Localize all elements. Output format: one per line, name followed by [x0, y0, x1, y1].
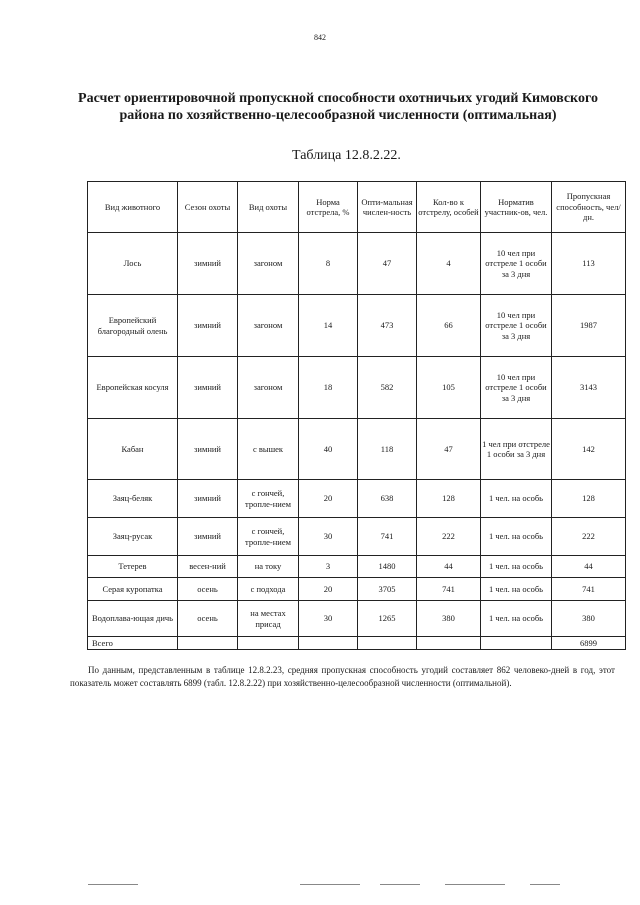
cell-cull-count: 47 — [417, 419, 481, 480]
capacity-table — [87, 181, 626, 650]
header-quota: Норма отстрела, % — [299, 182, 358, 233]
cell-capacity: 3143 — [552, 357, 626, 419]
cell-season: зимний — [178, 233, 238, 295]
header-optimal-number: Опти-мальная числен-ность — [358, 182, 417, 233]
cell-animal: Серая куропатка — [88, 578, 178, 601]
cell-capacity: 222 — [552, 518, 626, 556]
cell-cull-count: 44 — [417, 556, 481, 578]
cell-capacity: 142 — [552, 419, 626, 480]
cell-optimal-number: 741 — [358, 518, 417, 556]
total-label: Всего — [88, 637, 178, 650]
cell-quota: 14 — [299, 295, 358, 357]
summary-paragraph: По данным, представленным в таблице 12.8.2.23, средняя пропускная способность угодий составляет 862 человеко-дней в год, этот показатель может составлять 6899 (табл. 12.8.2.22) при хозяйственно-целесообразной численности (оптимальной). — [70, 665, 615, 688]
table-row — [88, 601, 626, 637]
cell-participants-norm: 1 чел. на особь — [481, 556, 552, 578]
cell-season: зимний — [178, 518, 238, 556]
cell-cull-count: 128 — [417, 480, 481, 518]
cell-season: зимний — [178, 357, 238, 419]
cell-animal: Тетерев — [88, 556, 178, 578]
table-header-row — [88, 182, 626, 233]
cell-cull-count: 380 — [417, 601, 481, 637]
cell-animal: Заяц-русак — [88, 518, 178, 556]
table-row — [88, 518, 626, 556]
total-empty-cell — [178, 637, 238, 650]
cell-hunt-type: загоном — [238, 357, 299, 419]
cell-season: зимний — [178, 480, 238, 518]
cell-participants-norm: 10 чел при отстреле 1 особи за 3 дня — [481, 233, 552, 295]
cell-season: осень — [178, 578, 238, 601]
table-row — [88, 357, 626, 419]
total-empty-cell — [299, 637, 358, 650]
header-hunt-type: Вид охоты — [238, 182, 299, 233]
cell-cull-count: 741 — [417, 578, 481, 601]
table-row — [88, 578, 626, 601]
cell-hunt-type: на местах присад — [238, 601, 299, 637]
cell-animal: Водоплава-ющая дичь — [88, 601, 178, 637]
cell-optimal-number: 1265 — [358, 601, 417, 637]
cell-participants-norm: 10 чел при отстреле 1 особи за 3 дня — [481, 357, 552, 419]
cell-optimal-number: 638 — [358, 480, 417, 518]
cell-animal: Заяц-беляк — [88, 480, 178, 518]
total-empty-cell — [358, 637, 417, 650]
cell-participants-norm: 1 чел. на особь — [481, 480, 552, 518]
table-row — [88, 295, 626, 357]
document-title: Расчет ориентировочной пропускной способности охотничьих угодий Кимовского района по хозяйственно-целесообразной численности (оптимальная) — [78, 91, 598, 123]
cell-hunt-type: загоном — [238, 233, 299, 295]
cell-season: зимний — [178, 419, 238, 480]
header-participants-norm: Норматив участник-ов, чел. — [481, 182, 552, 233]
table-total-row — [88, 637, 626, 650]
cell-capacity: 113 — [552, 233, 626, 295]
cell-hunt-type: с подхода — [238, 578, 299, 601]
cell-quota: 20 — [299, 578, 358, 601]
header-animal: Вид животного — [88, 182, 178, 233]
cell-season: весен-ний — [178, 556, 238, 578]
cell-season: зимний — [178, 295, 238, 357]
scan-mark — [530, 884, 560, 885]
cell-quota: 30 — [299, 518, 358, 556]
cell-participants-norm: 1 чел. на особь — [481, 578, 552, 601]
cell-cull-count: 66 — [417, 295, 481, 357]
page-number: 842 — [314, 33, 326, 42]
cell-animal: Кабан — [88, 419, 178, 480]
cell-animal: Европейский благородный олень — [88, 295, 178, 357]
cell-quota: 20 — [299, 480, 358, 518]
table-row — [88, 233, 626, 295]
cell-animal: Лось — [88, 233, 178, 295]
cell-hunt-type: с гончей, тропле-нием — [238, 518, 299, 556]
cell-hunt-type: загоном — [238, 295, 299, 357]
cell-animal: Европейская косуля — [88, 357, 178, 419]
table-row — [88, 480, 626, 518]
cell-hunt-type: на току — [238, 556, 299, 578]
scan-edge-marks — [0, 884, 640, 888]
scan-mark — [300, 884, 360, 885]
cell-season: осень — [178, 601, 238, 637]
cell-hunt-type: с гончей, тропле-нием — [238, 480, 299, 518]
cell-participants-norm: 1 чел при отстреле 1 особи за 3 дня — [481, 419, 552, 480]
table-caption: Таблица 12.8.2.22. — [292, 148, 401, 163]
cell-participants-norm: 10 чел при отстреле 1 особи за 3 дня — [481, 295, 552, 357]
cell-capacity: 380 — [552, 601, 626, 637]
cell-optimal-number: 118 — [358, 419, 417, 480]
cell-participants-norm: 1 чел. на особь — [481, 601, 552, 637]
cell-quota: 3 — [299, 556, 358, 578]
cell-capacity: 1987 — [552, 295, 626, 357]
cell-quota: 18 — [299, 357, 358, 419]
cell-cull-count: 105 — [417, 357, 481, 419]
cell-cull-count: 222 — [417, 518, 481, 556]
total-empty-cell — [238, 637, 299, 650]
cell-capacity: 128 — [552, 480, 626, 518]
scan-mark — [445, 884, 505, 885]
table-row — [88, 556, 626, 578]
total-empty-cell — [481, 637, 552, 650]
cell-quota: 8 — [299, 233, 358, 295]
header-season: Сезон охоты — [178, 182, 238, 233]
total-value: 6899 — [552, 637, 626, 650]
table-row — [88, 419, 626, 480]
cell-optimal-number: 47 — [358, 233, 417, 295]
cell-quota: 30 — [299, 601, 358, 637]
scan-mark — [88, 884, 138, 885]
cell-capacity: 44 — [552, 556, 626, 578]
total-empty-cell — [417, 637, 481, 650]
cell-optimal-number: 582 — [358, 357, 417, 419]
cell-optimal-number: 1480 — [358, 556, 417, 578]
cell-quota: 40 — [299, 419, 358, 480]
cell-capacity: 741 — [552, 578, 626, 601]
cell-optimal-number: 473 — [358, 295, 417, 357]
cell-optimal-number: 3705 — [358, 578, 417, 601]
scan-mark — [380, 884, 420, 885]
cell-participants-norm: 1 чел. на особь — [481, 518, 552, 556]
cell-hunt-type: с вышек — [238, 419, 299, 480]
header-cull-count: Кол-во к отстрелу, особей — [417, 182, 481, 233]
header-capacity: Пропускная способность, чел/дн. — [552, 182, 626, 233]
cell-cull-count: 4 — [417, 233, 481, 295]
